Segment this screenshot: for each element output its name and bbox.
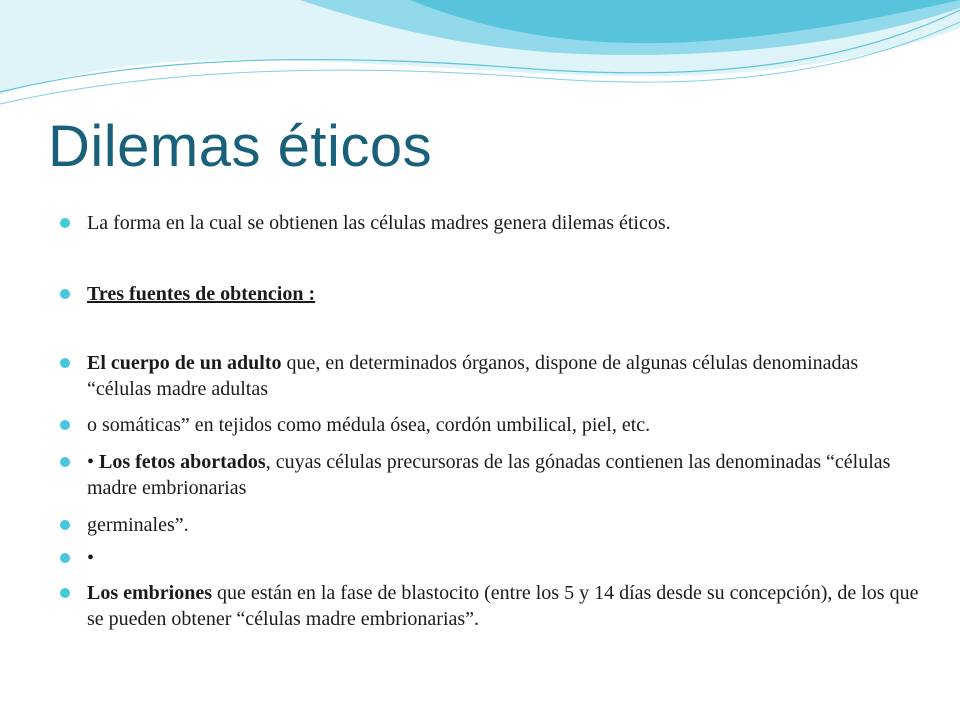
empty-dot-text: • bbox=[87, 547, 95, 569]
embryos-description: que están en la fase de blastocito (entre los 5 y 14 días desde su concepción), de los que se pueden obtener “células madre embrionarias”. bbox=[87, 582, 919, 630]
sources-heading: Tres fuentes de obtencion : bbox=[87, 283, 316, 305]
embryos-lead: Los embriones bbox=[87, 582, 212, 604]
bullet-item-embryos bbox=[60, 580, 920, 632]
bullet-dot-icon bbox=[60, 553, 70, 563]
bullet-item-dilemma bbox=[60, 210, 920, 236]
bullet-dot-icon bbox=[60, 520, 70, 530]
bullet-item-adult-body bbox=[60, 350, 920, 402]
bullet-item-sources-heading bbox=[60, 281, 920, 307]
embryos-text bbox=[87, 580, 920, 632]
bullet-dot-icon bbox=[60, 358, 70, 368]
bullet-item-somatic-cells bbox=[60, 412, 920, 438]
bullet-dot-icon bbox=[60, 289, 70, 299]
bullet-item-germinal bbox=[60, 512, 920, 538]
germinal-text: germinales”. bbox=[87, 514, 189, 536]
bullet-dot-icon bbox=[60, 420, 70, 430]
somatic-cells-text: o somáticas” en tejidos como médula ósea, cordón umbilical, piel, etc. bbox=[87, 414, 651, 436]
wave-header-decoration bbox=[0, 0, 960, 110]
aborted-fetuses-lead: Los fetos abortados bbox=[99, 451, 266, 473]
bullet-item-aborted-fetuses bbox=[60, 449, 920, 501]
adult-body-lead: El cuerpo de un adulto bbox=[87, 352, 282, 374]
aborted-fetuses-text bbox=[87, 449, 920, 501]
bullet-dot-icon bbox=[60, 457, 70, 467]
bullet-dot-icon bbox=[60, 218, 70, 228]
bullet-dot-icon bbox=[60, 588, 70, 598]
aborted-fetuses-prefix: • bbox=[87, 451, 100, 473]
aborted-fetuses-description: , cuyas células precursoras de las gónadas contienen las denominadas “células madre embrionarias bbox=[87, 451, 891, 499]
bullet-item-empty-dot bbox=[60, 545, 920, 571]
slide-title: Dilemas éticos bbox=[48, 114, 433, 179]
adult-body-text bbox=[87, 350, 920, 402]
bullet-text: La forma en la cual se obtienen las células madres genera dilemas éticos. bbox=[87, 212, 671, 234]
adult-body-description: que, en determinados órganos, dispone de algunas células denominadas “células madre adultas bbox=[87, 352, 859, 400]
